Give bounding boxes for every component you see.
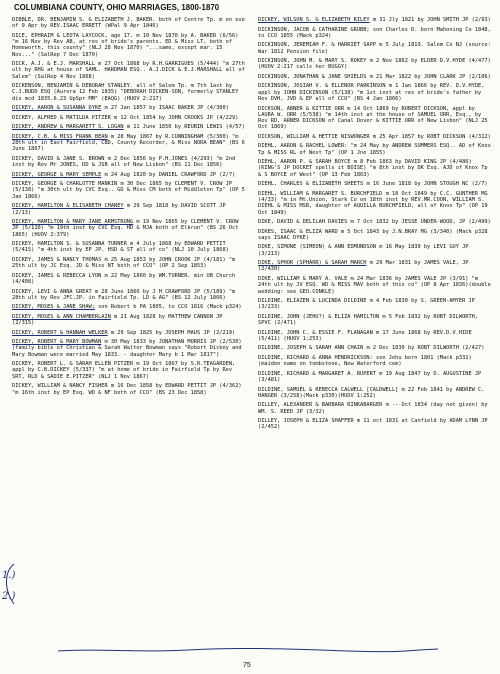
entry-names: DICKEY, ROBERT & MARY BOWMAN (12, 339, 102, 346)
marriage-entry (12, 134, 247, 153)
entry-details: m 8 Feb 1863 by DAVID KING JP (4/486) (KING'S JP DOCKET spells it BOISE) "m 8th inst by DK Esq. AJD of Knox Tp & S BOYCE of West" (OP 13 Feb 1863) (258, 159, 491, 178)
marriage-entry (12, 273, 247, 286)
marriage-entry (258, 229, 493, 242)
marriage-entry (258, 27, 493, 40)
entry-names: DICKSON, WILLIAM & HETTIE NISWONGER (258, 133, 370, 140)
marriage-entry (258, 402, 493, 415)
marriage-entry (12, 257, 247, 270)
marriage-entry (258, 106, 493, 131)
entry-details: m 11 oct 1831 at Canfield by ADAM LYNN JP (2/452) (258, 418, 491, 431)
entry-details: m 2 Dec 1830 by ROBT DILWORTH (2/427) (363, 345, 485, 352)
entry-details: son Jehu born 1801 (Mack p331)(maiden name on tombstone, New Waterford cem) (258, 354, 472, 368)
entry-names: DICKEY, HAMILTON S. & SUSANNA TURNER (12, 241, 127, 248)
marriage-entry (12, 83, 247, 102)
entry-names: DICKEY, ANDREW & MARGARETT S. LOGAN (12, 124, 124, 131)
marriage-entry (12, 17, 247, 30)
marriage-entry (258, 371, 493, 384)
entry-details: m 29 Mar 1831 by JAMES VALE, JP (2/430) (258, 260, 472, 273)
entry-details: m 24 Mar 1836 by JAMES VALE JP (3/91) "m 24th ult by JV ESQ. WD & MISS MAV both of this co" (OP 8 Apr 1836)(double wedding: see GEO.CONKLE) (258, 276, 494, 295)
left-column (12, 17, 247, 399)
marriage-entry (12, 33, 247, 58)
entry-details: m 16 June 1818 by JOHN STOUGH NC (2/7) (363, 181, 488, 188)
marriage-entry (258, 345, 493, 351)
entry-names: DICKINSON, JONATHAN & JANE SHIELDS (258, 73, 367, 80)
marriage-entry (12, 241, 247, 254)
entry-names: DIEHL, WILLIAM & MARGARET S. BURCHFIELD (258, 190, 383, 197)
entry-details: m 12 Oct 1854 by JOHN CROOKS JP (4/229) (110, 114, 239, 121)
entry-details: m 14 Oct 1869 by ROBERT DICKSON, appl by LAURA W. ORR (5/538) "m 14th inst at the house of SAMUEL ORR, Esq., by Rev RD. ARNER DICKSON of Canal Dover & KITTIE ORR of New Lisbon" (NLJ 25 Oct 1869) (258, 105, 491, 131)
entry-names: DIBBLE, DR. BENJAMIN S. & ELIZABETH J. BAKER. (12, 17, 156, 23)
marriage-entry (12, 339, 247, 358)
entry-names: DILDINE, SAMUEL & REBECCA CALWELL [CALDWELL] (258, 386, 399, 393)
marriage-entry (258, 159, 493, 178)
entry-names: DILDINE, JOHN C. & ESSIE F. FLANAGAN (258, 329, 373, 336)
entry-details: m 16 Dec 1858 by EDWARD PETTIT JP (4/362) "m 16th inst by EP Esq. WD & NF both of CCO" (BS 23 Dec 1858) (12, 383, 245, 396)
handwritten-mark-1: 1.) (2, 570, 16, 581)
entry-details: m 21 Aug 1828 by MATTHEW CANNON JP (2/315) (12, 313, 226, 327)
entry-names: DICKEY, ALFRED & MATILDA PITZER (12, 114, 111, 121)
entry-names: DIKE, WILLIAM & MARY A. VALE (258, 276, 348, 282)
marriage-entry (12, 115, 247, 121)
entry-details: m 30 Dec 1865 by CLEMENT V. CROW JP (5/138) "m 30th ult by CVC Esq.. GD & Miss CM both of Middleton Tp" (OP 5 Jan 1866) (12, 181, 248, 200)
entry-details: m 7 Oct 1832 by JESSE UNDER-WOOD, JP (2/499) (347, 219, 491, 226)
entry-details: m 18 Oct 1849 by C.C. GUNTHER MG (4/33) "m in Mt.Union, Stark Co on 18th inst by REV.MR.COON, WILLIAM S. DIEHL & MISS MSB, daughter of AQUILLA BURCHFIELD, all of Knox Tp" (OP 19 Oct 1849) (258, 190, 491, 216)
marriage-entry (258, 143, 493, 156)
marriage-entry (258, 418, 493, 431)
entry-names: DICKEY, MOSES & JANE SHAW; (12, 304, 95, 311)
entry-names: DICKEY, WILSON S. & ELIZABETH RILEY (258, 17, 370, 23)
entry-details: m 2 Nov 1862 by ELDER D.V.HYDE (4/477) (HUOV 2:217 calls her BUGGY) (258, 58, 495, 71)
entry-details: son Robert b PA 1805, to CCO 1816 (Mack p324) (94, 304, 242, 311)
marriage-entry (258, 83, 493, 102)
entry-details: m 28 May 1867 by R.CUNNINGHAM (5/300) "m 28th ult in East Fairfield, CBD, County Recorder, & Miss NORA BEAN" (BS 6 June 1867) (12, 133, 248, 153)
handwritten-mark-2: 2.) (2, 591, 16, 602)
entry-details: m 4 July 1868 by EDWARD PETTIT (5/415) "m 4th inst by EP JP. HSD & ST all of co" (NLJ 10 July 1868) (12, 241, 229, 254)
right-column (258, 17, 493, 434)
marriage-entry (258, 298, 493, 311)
entry-names: DILLEY, ALEXANDER & BARBARA RINKABARGER (258, 402, 383, 409)
marriage-entry (258, 74, 493, 80)
entry-names: DIEHL, CHARLES & ELIZABETH SHEETS (258, 181, 364, 188)
marriage-entry (12, 105, 247, 111)
entry-names: DILDINE, JOHN (JEHU?) & ELIZA HAMILTON (258, 313, 380, 320)
marriage-entry (258, 181, 493, 187)
marriage-entry (12, 289, 247, 302)
entry-details: m 25 Aug 1853 by JOHN CROOK JP (4/181) "m 25th ult by JC Esq. JD & Miss NT both of CCO" (OP 2 Sep 1853) (12, 256, 239, 270)
entry-details: all of Salem Tp. m 7th 1ast by C.J.BUDD ESQ (Aurora 12 Feb 1835) "DEBORAH DICKEN-SON, formerly STANLEY dis mcd 1835.6.23 UpSpr MM" (EAQG) (HUOV 2:217) (12, 83, 242, 102)
entry-names: DICKEY, ROBERT L. & SARAH ELLEN PITZER (12, 361, 134, 368)
entry-names: DICKEY, JAMES & REBECCA LYON (12, 272, 102, 279)
marriage-entry (258, 219, 493, 225)
marriage-entry (258, 244, 493, 257)
entry-details: m 30 May 1833 by JONATHAN MORRIS JP (2/530) (family bible of Christian & Sarah Walter Bowman says "Robert Dickey and Mary Bowman were married May 1833. - daughter Mary b 1 Mar 1817") (12, 339, 245, 358)
entry-details: m 17 June 1868 by REV.D.V.HIDE (5/411) (HUOV 1:253) (258, 329, 475, 342)
entry-details: both of Centre Tp. m on eve of 9 Apr by REV.ISAAC ERRETT (WPal 9 Apr 1846) (12, 17, 249, 30)
entry-names: DICKINSON, JEREMIAH F. & HARRIET SAPP (258, 42, 376, 49)
entry-details: m 24 Aug 1820 by DANIEL CRAWFORD JP (2/7) (101, 171, 236, 178)
marriage-entry (12, 203, 247, 216)
page-number: 75 (243, 662, 251, 669)
entry-details: m 11 June 1850 by REUBIN LEWIS (4/57) (123, 124, 245, 131)
marriage-entry (12, 383, 247, 396)
entry-names: DILDINE, RICHARD & MARGARET A. RUPERT (258, 370, 376, 377)
marriage-entry (258, 58, 493, 71)
entry-names: DICKEY, LEVI & ANNA GREAT (12, 288, 92, 295)
entry-details: m 5 July 1819. Salem Co NJ (source: War 1812 Pension file) (258, 42, 495, 55)
entry-names: DICKEY, C.B. & MISS FRANK BEAN (12, 133, 108, 140)
entry-details: m 22 Feb 1841 by ANDREW C. HANGER (3/258)(Mack p330)(HUOV 1:252) (258, 386, 488, 399)
marriage-entry (258, 17, 493, 23)
entry-details: m 19 Aug 1847 by D. AUGUSTINE JP (3/481) (258, 370, 485, 384)
entry-names: DIKE, SIMONE (SIMEON) & ANN EDMUNDSON (258, 244, 376, 251)
marriage-entry (12, 219, 247, 238)
entry-names: DIEHL, AARON & RACHEL LOWER: (258, 143, 348, 150)
entry-details: m 19 Nov 1865 by CLEMENT V. CROW JP (5/110) "m 19th inst by CVC Esq. HD & MJA both of Elkrun" (BS 26 Oct 1865) (HUOV 2:379) (12, 219, 242, 238)
entry-names: DICKSON, ABNER & KITTIE ORR (258, 105, 345, 112)
marriage-entry (12, 156, 247, 169)
entry-details: m 5 Feb 1832 by ROBT DILWORTH, SPVC (2/471) (258, 313, 482, 327)
entry-names: DICKEY, GEORGE & MARY SEMPLE (12, 171, 102, 178)
entry-names: DIEHL, AARON P. & SARAH BOYCE (258, 159, 351, 166)
marriage-entry (258, 191, 493, 216)
marriage-entry (12, 124, 247, 130)
entry-names: DIKE, DAVID & DELILAH DAVIES (258, 219, 348, 226)
entry-names: DICKEY, HAMILTON & MARY JANE ARMSTRONG (12, 219, 134, 226)
entry-details: m 31 Jly 1821 by JOHN SMITH JP (2/93) (369, 17, 491, 23)
page-header: COLUMBIANA COUNTY, OHIO MARRIAGES, 1800-1870 (14, 3, 220, 12)
entry-names: DIKE, SPHOR (SPHARR) & SARAH MARCH (258, 260, 367, 267)
marriage-entry (12, 61, 247, 80)
handwritten-bracket (0, 560, 20, 610)
entry-details: m 22 May 1860 by WM.TURNER. min UB Church (4/408) (12, 272, 239, 285)
marriage-entry (258, 260, 493, 273)
entry-details: m 19 Oct 1867 by S.R.TEAGARDEN, appl by C.B.DICKEY (5/337) "m at home of bride in Fairfield Tp by Rev SRT, RLD & SADIE E.PITZER" (NLJ 1 Nov 1867) (12, 361, 239, 380)
entry-names: DICKINSON, JOHN M. & MARY S. ROKEY (258, 58, 367, 65)
entry-names: DICKINSON, JOSIAH V. & ELLENOR PARKINSON (258, 83, 386, 90)
entry-names: DILDINE, RICHARD & ANNA HENDRICKSON: (258, 354, 373, 361)
entry-names: DICKEY, AARON & SUSANNA DYKE (12, 105, 102, 112)
marriage-entry (258, 42, 493, 55)
entry-details: "m 24 May by ANDREW SUMMERS ESQ.. AD of Knox Tp & MISS RL of West Tp" (OP 1 Jne 1855) (258, 143, 495, 156)
entry-names: DICKEY, JAMES & NANCY THOMAS (12, 256, 102, 263)
entry-names: DICKENSON, BENJAMIN & DEBORAH STANLEY. (12, 83, 134, 90)
marriage-entry (12, 181, 247, 200)
entry-details: m 1 Jan 1866 by REV. D.V.HYDE, appl by JOHN DICKINSON (5/138) "m 1st inst at res of bride's father by Rev DVH, JVD & EP all of CCO" (BS 4 Jan 1866) (258, 83, 488, 102)
entry-names: DILDINE, JOSEPH & SARAH ANN CHAIN (258, 345, 364, 352)
marriage-entry (258, 330, 493, 343)
entry-details: m 5 Oct 1843 by J.N.BRAY MG (3/340) (Mack p328 says ISAAC DYKE) (258, 228, 491, 241)
entry-names: DILDINE, ELIAZEN & LUCINDA DILDINE (258, 298, 367, 305)
entry-names: DICKEY, MOSES & ANN CHAMBERLAIN (12, 313, 111, 320)
entry-details: age 17. m 10 Nov 1870 by A. BAKER (6/56) "m 16 Nov by Rev AB, at res of bride's parents. ED & Miss LT, both of Homeworth, this county" (NLJ 28 Nov 1870) "...same, except mar. 15 Nov..." (SalRep 7 Dec 1870) (12, 32, 242, 58)
entry-details: m 29 Sep 1825 by JOSEPH MAUS JP (2/219) (107, 329, 236, 336)
entry-names: DICKEY, GEORGE & CHARLOTTE MANKIN (12, 181, 118, 188)
entry-details: m 4 Feb 1830 by S. GREEN-AMYER JP (3/233) (258, 298, 479, 311)
entry-names: DICKEY, WILLIAM & NANCY FISHER (12, 383, 108, 390)
entry-names: DICKEY, HAMILTON & ELISABETH CHANEY (12, 203, 124, 210)
entry-names: DILLEY, JOSEPH & ELIZA SHAFFER (258, 418, 354, 425)
entry-details: m 29 Sep 1818 by DAVID SCOTT JP (2/13) (12, 203, 229, 216)
entry-names: DICKINSON, JACOB & CATHARINE GRUBB; (258, 26, 370, 33)
entry-details: m 25 Apr 1857 by ROBT DICKSON (4/312) (369, 133, 491, 140)
entry-details: m 28 June 1866 by J H CRAWFORD JP (5/189) "m 28th ult by Rev JFC,JP. in Fairfield Tp. LD & AG" (BS 12 July 1866) (12, 288, 239, 301)
entry-details: son Charles D. born Mahoning Co 1848, to CCO 1855 (Mack p324) (258, 26, 495, 39)
marriage-entry (258, 314, 493, 327)
marriage-entry (12, 172, 247, 178)
entry-details: m 27 Oct 1868 by R.H.GARRIGUES (5/444) "m 27th ult by RHG at house of SAML. HARDMAN ESQ.. A.J.DICK & E.J.MARSHALL all of Salem" (SalRep 4 Nov 1868) (12, 61, 249, 80)
entry-details: m 16 May 1839 by LEVI GUY JP (3/213) (258, 244, 472, 257)
entry-names: DICE, EPHRAIM & LEOTA LAYCOCK, (12, 32, 108, 39)
entry-names: DICK, A.J. & E.J. MARSHALL (12, 61, 95, 68)
marriage-entry (12, 304, 247, 310)
marriage-entry (258, 276, 493, 295)
marriage-entry (12, 330, 247, 336)
marriage-entry (258, 355, 493, 368)
entry-details: m 27 Jan 1857 by ISAAC BAKER JP (4/300) (101, 105, 229, 112)
entry-names: DICKEY, ROBERT & HANNAH WELKER (12, 329, 108, 336)
entry-names: DIKES, ISAAC & ELIZA WARD (258, 228, 338, 235)
handwritten-underline (58, 646, 438, 654)
entry-details: m -- Oct 1834 (day not given) by WM. S. REED JP (3/32) (258, 402, 491, 415)
marriage-entry (258, 134, 493, 140)
entry-names: DICKEY, DAVID & JANE S. BROWN (12, 155, 105, 162)
entry-details: m 2 Dec 1856 by P.H.JONES (4/293) "m 2nd inst by Rev Mr JONES, DD & JSB all of New Lisbon" (BS 11 Dec 1856) (12, 155, 239, 169)
marriage-entry (12, 361, 247, 380)
entry-details: m 21 Mar 1822 by JOHN CLARK JP (2/106) (366, 73, 491, 80)
marriage-entry (258, 387, 493, 400)
marriage-entry (12, 314, 247, 327)
